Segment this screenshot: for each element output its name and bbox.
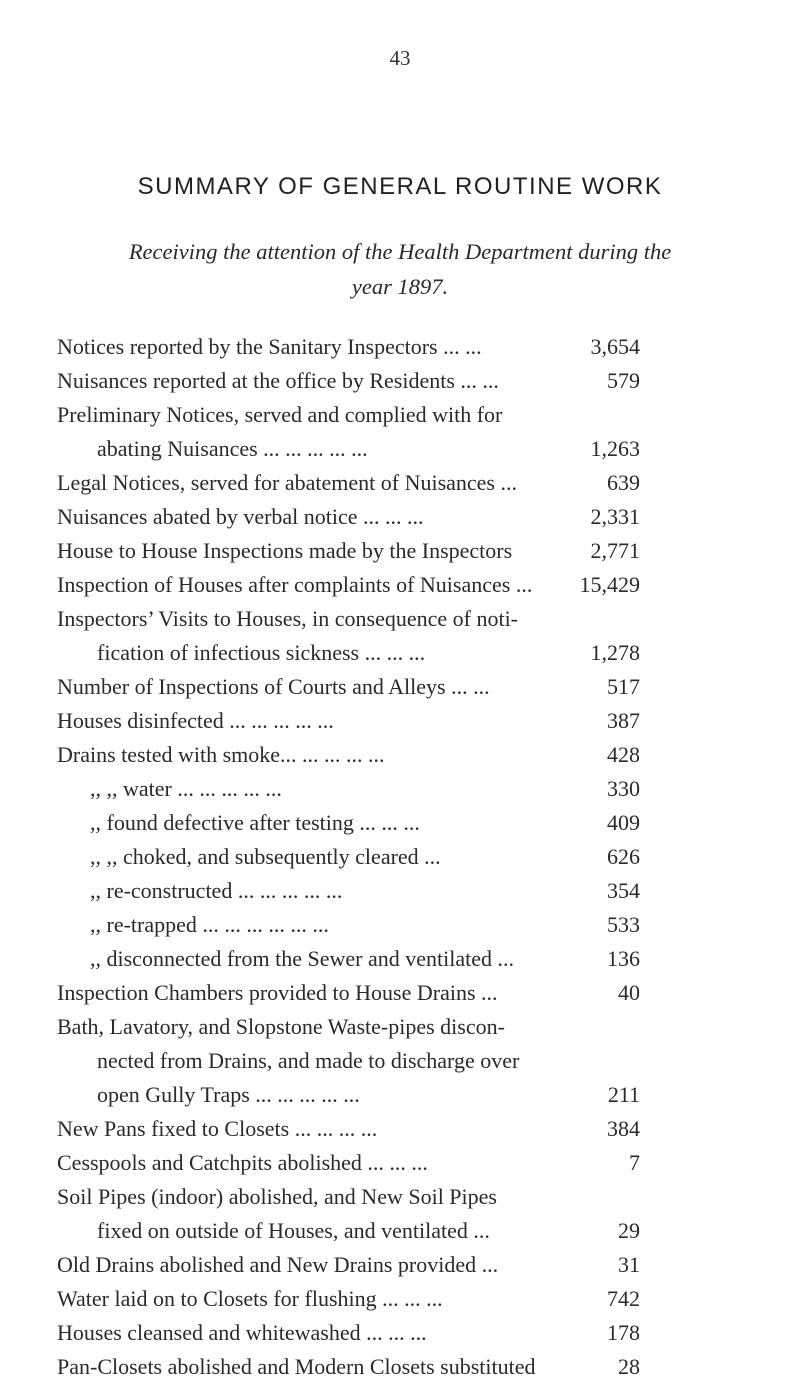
row-description: Inspection Chambers provided to House Drains ... bbox=[57, 980, 498, 1005]
table-row bbox=[0, 1282, 800, 1316]
row-description: ,, found defective after testing ... ... ... bbox=[90, 810, 420, 835]
row-description: Old Drains abolished and New Drains provided ... bbox=[57, 1252, 499, 1277]
table-row bbox=[0, 1248, 800, 1282]
subtitle-line-2: year 1897. bbox=[351, 274, 449, 299]
row-description-line-1: Preliminary Notices, served and complied with for bbox=[57, 402, 503, 427]
table-row bbox=[0, 1180, 800, 1248]
row-value: 626 bbox=[607, 844, 640, 869]
row-description: Number of Inspections of Courts and Alleys ... ... bbox=[57, 674, 490, 699]
row-description: Houses disinfected ... ... ... ... ... bbox=[57, 708, 334, 733]
table-row bbox=[0, 772, 800, 806]
row-value: 742 bbox=[607, 1286, 640, 1311]
row-value: 211 bbox=[607, 1082, 640, 1107]
row-value: 354 bbox=[607, 878, 640, 903]
row-description-line-3: open Gully Traps ... ... ... ... ... bbox=[97, 1082, 360, 1107]
row-value: 2,771 bbox=[590, 538, 640, 563]
row-description-line-1: Bath, Lavatory, and Slopstone Waste-pipes discon- bbox=[57, 1014, 505, 1039]
row-value: 517 bbox=[607, 674, 640, 699]
table-row bbox=[0, 568, 800, 602]
row-description: ,, ,, choked, and subsequently cleared ... bbox=[90, 844, 441, 869]
row-description: Pan-Closets abolished and Modern Closets substituted bbox=[57, 1354, 536, 1379]
row-value: 2,331 bbox=[590, 504, 640, 529]
row-value: 428 bbox=[607, 742, 640, 767]
row-description: New Pans fixed to Closets ... ... ... ... bbox=[57, 1116, 378, 1141]
table-row bbox=[0, 1350, 800, 1384]
table-row bbox=[0, 908, 800, 942]
table-row bbox=[0, 1112, 800, 1146]
table-row bbox=[0, 364, 800, 398]
subtitle-line-1: Receiving the attention of the Health Department during the bbox=[128, 239, 672, 264]
table-row bbox=[0, 806, 800, 840]
row-value: 639 bbox=[607, 470, 640, 495]
row-description-line-2: nected from Drains, and made to discharge over bbox=[97, 1048, 520, 1073]
table-row bbox=[0, 976, 800, 1010]
page-title: SUMMARY OF GENERAL ROUTINE WORK bbox=[137, 173, 663, 200]
page-number: 43 bbox=[389, 46, 411, 70]
table-row bbox=[0, 704, 800, 738]
table-row bbox=[0, 602, 800, 670]
row-value: 3,654 bbox=[590, 334, 640, 359]
table-row bbox=[0, 942, 800, 976]
table-row bbox=[0, 670, 800, 704]
table-row bbox=[0, 738, 800, 772]
row-value: 40 bbox=[618, 980, 640, 1005]
row-value: 15,429 bbox=[579, 572, 640, 597]
table-row bbox=[0, 330, 800, 364]
row-value: 387 bbox=[607, 708, 640, 733]
subtitle bbox=[120, 234, 680, 304]
table-row bbox=[0, 1316, 800, 1350]
row-description-line-1: Inspectors’ Visits to Houses, in consequence of noti- bbox=[57, 606, 519, 631]
row-description: Inspection of Houses after complaints of Nuisances ... bbox=[57, 572, 533, 597]
row-value: 533 bbox=[607, 912, 640, 937]
row-description: Water laid on to Closets for flushing ... ... ... bbox=[57, 1286, 443, 1311]
row-value: 384 bbox=[607, 1116, 640, 1141]
row-description: ,, ,, water ... ... ... ... ... bbox=[90, 776, 282, 801]
row-description-line-2: fication of infectious sickness ... ... ... bbox=[97, 640, 426, 665]
row-description: ,, disconnected from the Sewer and ventilated ... bbox=[90, 946, 514, 971]
row-description: House to House Inspections made by the Inspectors bbox=[57, 538, 513, 563]
table-row bbox=[0, 1010, 800, 1112]
row-value: 136 bbox=[607, 946, 640, 971]
row-description-line-1: Soil Pipes (indoor) abolished, and New Soil Pipes bbox=[57, 1184, 497, 1209]
row-description: Houses cleansed and whitewashed ... ... ... bbox=[57, 1320, 427, 1345]
row-description: Nuisances reported at the office by Residents ... ... bbox=[57, 368, 499, 393]
row-value: 1,278 bbox=[590, 640, 640, 665]
table-row bbox=[0, 1146, 800, 1180]
row-description: Drains tested with smoke... ... ... ... ... bbox=[57, 742, 385, 767]
table-row bbox=[0, 840, 800, 874]
row-description: Legal Notices, served for abatement of Nuisances ... bbox=[57, 470, 517, 495]
table-row bbox=[0, 398, 800, 466]
row-value: 31 bbox=[618, 1252, 640, 1277]
row-value: 330 bbox=[607, 776, 640, 801]
row-description-line-2: abating Nuisances ... ... ... ... ... bbox=[97, 436, 368, 461]
row-description: Notices reported by the Sanitary Inspectors ... ... bbox=[57, 334, 482, 359]
row-value: 579 bbox=[607, 368, 640, 393]
row-value: 29 bbox=[618, 1218, 640, 1243]
row-description: ,, re-trapped ... ... ... ... ... ... bbox=[90, 912, 329, 937]
row-description: ,, re-constructed ... ... ... ... ... bbox=[90, 878, 343, 903]
table-row bbox=[0, 874, 800, 908]
table-row bbox=[0, 500, 800, 534]
row-value: 28 bbox=[618, 1354, 640, 1379]
row-description-line-2: fixed on outside of Houses, and ventilated ... bbox=[97, 1218, 490, 1243]
row-description: Nuisances abated by verbal notice ... ... ... bbox=[57, 504, 424, 529]
row-value: 1,263 bbox=[590, 436, 640, 461]
table-row bbox=[0, 466, 800, 500]
row-value: 178 bbox=[607, 1320, 640, 1345]
row-value: 7 bbox=[629, 1150, 640, 1175]
row-description: Cesspools and Catchpits abolished ... ... ... bbox=[57, 1150, 428, 1175]
row-value: 409 bbox=[607, 810, 640, 835]
table-row bbox=[0, 534, 800, 568]
summary-table bbox=[0, 330, 800, 1384]
